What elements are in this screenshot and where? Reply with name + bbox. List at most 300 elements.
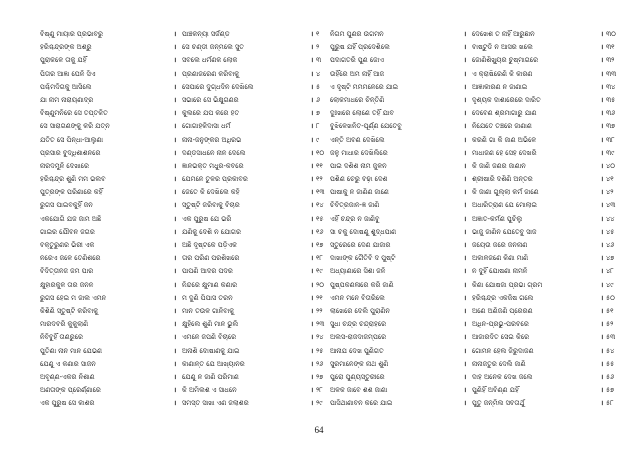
verse-end-mark: । (600, 254, 604, 263)
verse-end-mark: । (600, 267, 604, 276)
verse-number: ୯ (316, 135, 320, 144)
verse-end-mark: । (600, 372, 604, 381)
verse-first-half: ଯେଣୁ ଏ କଣାର ସାଜନ (40, 359, 96, 368)
verse-second-half: ଜ୍ଞାନଭକ୍ତ ମଧୁର-କବରେ (182, 161, 244, 170)
verse-first-half: ଏନ୍ତି ଅବଣ ଦେଖିଲେ (330, 135, 385, 144)
left-column (40, 28, 340, 410)
verse-separator: । (463, 320, 467, 329)
verse-separator: । (173, 95, 177, 104)
verse-second-half: ସେ ଚଣ୍ଡୀ ଜନ୍ମଲେ ସୁତ (182, 43, 244, 52)
verse-first-half: ନିବିବୁହିଁ ତାଣରୁରେ (40, 333, 84, 342)
verse-number: ୬ (316, 95, 321, 104)
verse-number: ୩୭ (606, 122, 616, 131)
verse-end-mark: । (310, 280, 314, 289)
verse-first-half: ଯା ନାମ ନାରାୟଣାଦ୍ର (40, 95, 94, 104)
verse-row (330, 371, 630, 384)
verse-second-half: ଜୟେଉ ଜରେ ଜନନାଣ (472, 241, 528, 249)
verse-second-half: ଅଣେ ଅଣିଜଣି ପ୍ରେରଣ (472, 306, 533, 315)
page-number: 64 (314, 425, 324, 435)
verse-number: ୩୫ (606, 95, 616, 104)
verse-number: ୭ (316, 109, 321, 118)
verse-second-half: ଗୋଗାହକିଦାସା ଧର୍ମ (182, 122, 231, 131)
verse-separator: । (463, 69, 467, 78)
verse-number: ୩୦ (606, 30, 616, 38)
verse-second-half: ନାନାଜତୁର ଦେଲି ଜାଣି (472, 359, 526, 368)
verse-row (40, 345, 340, 358)
verse-number: ୪୬ (606, 241, 615, 249)
verse-separator: । (173, 188, 177, 197)
verse-row (40, 292, 340, 305)
verse-first-half: ଅଣତାଙ୍କ ପ୍ରେର୍ଣ୍ଣାରେ (40, 386, 101, 395)
verse-row (40, 239, 340, 252)
verse-separator: । (173, 148, 177, 157)
verse-row (40, 147, 340, 160)
verse-separator: । (463, 241, 467, 249)
verse-row (330, 120, 630, 133)
verse-end-mark: । (310, 122, 314, 131)
verse-first-half: ନରେଏ ଜଳେ ତେଣିଶରେ (40, 254, 101, 263)
verse-number: ୫୦ (606, 293, 615, 302)
verse-second-half: ଆଜ୍ଞାକାରଣ ନ ଜାଣାଇ (472, 82, 528, 91)
verse-number: ୪୪ (606, 214, 615, 223)
verse-separator: । (463, 399, 467, 408)
verse-row (330, 279, 630, 292)
verse-end-mark: । (600, 122, 604, 131)
verse-end-mark: । (310, 161, 314, 170)
verse-number: ୩୬ (606, 109, 616, 118)
verse-number: ୨୨ (316, 306, 323, 315)
verse-separator: । (173, 69, 177, 78)
verse-separator: । (173, 161, 177, 170)
verse-second-half: ବାଷ୍ଟୁଡି ନ ଆସର ଖଲେ (472, 43, 533, 52)
verse-second-half: ମ ଦୁଣି ପିପାସ ତରନ (182, 293, 233, 302)
verse-end-mark: । (310, 43, 314, 52)
verse-separator: । (173, 333, 177, 342)
verse-row (330, 265, 630, 278)
verse-second-half: ଅଛି ଦୃଷ୍ଟକେ ପଡ଼ିଏକ (182, 241, 238, 249)
verse-separator: । (463, 227, 467, 236)
verse-row (330, 28, 630, 41)
verse-number: ୪୮ (606, 267, 614, 276)
verse-end-mark: । (600, 399, 604, 408)
verse-number: ୧୨ (316, 175, 323, 184)
verse-end-mark: । (310, 188, 314, 197)
verse-separator: । (173, 56, 177, 65)
verse-end-mark: । (600, 320, 604, 329)
verse-separator: । (173, 359, 177, 368)
verse-first-half: ଲାଖେରେ ଦେଲି ପୁରାଣିନ (330, 306, 390, 315)
verse-number: ୨୮ (316, 386, 323, 395)
verse-separator: । (173, 372, 177, 381)
verse-end-mark: । (310, 293, 314, 302)
verse-end-mark: । (600, 386, 604, 395)
verse-number: ୧୫ (316, 214, 324, 223)
verse-separator: । (463, 346, 467, 355)
verse-number: ୩୪ (606, 82, 616, 91)
verse-end-mark: । (310, 109, 314, 118)
verse-number: ୫୮ (606, 399, 614, 408)
verse-number: ୫୭ (606, 386, 615, 395)
verse-first-half: ଚିବିତ୍ରଜାନ-ଜ୍ଞ ଜାଣି (330, 201, 380, 210)
verse-end-mark: । (310, 201, 314, 210)
verse-row (40, 160, 340, 173)
verse-first-half: ପୁଷ୍ପକଣଳାରେ କରି ଜାଣି (330, 280, 394, 289)
verse-end-mark: । (600, 280, 604, 289)
verse-second-half: କିଣା ଯୋଷଜା ପ୍ରଭା ଗ୍ରମ (472, 280, 543, 289)
verse-number: ୩୨ (606, 56, 615, 65)
verse-first-half: ନାରଦମୁନି ଦେଖାରେ (40, 161, 89, 170)
verse-first-half: ଅଳକ ଜାବେ ଶଶ ଜାଣା (330, 386, 388, 395)
verse-separator: । (173, 109, 177, 118)
verse-first-half: ପିତାର ଆଜ୍ଞା ଘେନି ସିଏ (40, 69, 96, 78)
verse-separator: । (463, 306, 467, 315)
verse-second-half: ଦୃଶ୍ୟକ ଦାଶାରେରେ ଦାରିତ (472, 95, 541, 104)
verse-first-half: ଲୋକମାଧରେ ଚିନ୍ତିଣି (330, 95, 385, 104)
verse-separator: । (173, 175, 177, 184)
verse-separator: । (173, 43, 177, 52)
verse-first-half: ଅବୃଣ୍ଣ-ଏକର ନିଶାଣ (40, 372, 95, 381)
verse-number: ୫୨ (606, 320, 614, 329)
verse-number: ୧୯ (316, 267, 323, 276)
verse-row (40, 94, 340, 107)
verse-row (40, 134, 340, 147)
verse-end-mark: । (600, 109, 604, 118)
verse-second-half: ସବଲେ ଧର୍ମଣକ ଲୋକ (182, 56, 238, 65)
verse-number: ୪୯ (606, 280, 614, 289)
verse-first-half: ଦୁଃଖରେ ଲୋଣେ ତହିଁ ଯାବ (330, 109, 394, 118)
verse-second-half: ପ୍ରଣାଜରେଣ କରିବାକୁ (182, 69, 240, 78)
verse-end-mark: । (600, 148, 604, 157)
verse-first-half: ହରିଶ୍ଚନ୍ଦ୍ର ଶୁଣି ମମ ଭଲବ (40, 175, 106, 184)
right-column (330, 28, 630, 410)
verse-separator: । (173, 82, 177, 91)
verse-number: ୩ (316, 56, 322, 65)
verse-end-mark: । (310, 69, 314, 78)
verse-end-mark: । (310, 346, 314, 355)
verse-second-half: ଯେମନେ ତୁଳର ପ୍ରକାବର (182, 175, 248, 184)
verse-end-mark: । (310, 214, 314, 223)
verse-number: ୨୭ (316, 372, 324, 381)
verse-number: ୧୩ (316, 188, 325, 197)
verse-first-half: ରୁଗସ ହେଇ ମ ଜାଲ ଏମନ (40, 293, 107, 302)
verse-first-half: ପଶ୍ଚିମଦିଗକୁ ଆସିଲେ (40, 82, 92, 91)
verse-first-half: ପାଇ ଦଶିଶ ନାମ ଜୁଳନ (330, 161, 387, 170)
verse-first-half: ପଶିଣ ଚେରୁ ବଢ଼ା ଦେଶ (330, 175, 388, 184)
verse-first-half: ଏ ଦୃଷ୍ଟି ମମମନେରେ ଯାଇ (330, 82, 399, 91)
verse-first-half: ଅଧ୍ୟାଣାରେ ସିଶା ଜନି (330, 267, 386, 276)
verse-row (40, 107, 340, 120)
verse-second-half: ନ ଦୁହିଁ ଯୋଷଣା ନାମନି (472, 267, 528, 276)
verse-second-half: କି ଅମିଲଶ ଏ ସାଧନେ (182, 386, 237, 395)
verse-number: ୫୬ (606, 372, 615, 381)
verse-end-mark: । (600, 227, 604, 236)
verse-first-half: ପୁରାକଳେ ତାକୁ ଯହିଁ (40, 56, 87, 65)
verse-second-half: କୁଲରେ ଯପ କରେ ହତ (182, 109, 240, 118)
verse-end-mark: । (310, 135, 314, 144)
verse-row (40, 28, 340, 41)
verse-number: ୨୬ (316, 359, 324, 368)
verse-row (40, 186, 340, 199)
verse-separator: । (173, 346, 177, 355)
verse-end-mark: । (600, 293, 604, 302)
verse-end-mark: । (600, 359, 604, 368)
verse-second-half: ସ୍ତୁଷ୍ଟି ଜରିବାକୁ ବିଚାର (182, 201, 240, 210)
verse-end-mark: । (600, 43, 604, 52)
verse-number: ୪୧ (606, 175, 614, 184)
verse-first-half: ପୁତିଣା ନାନ ମାନ ଯେଭଣ (40, 346, 103, 355)
verse-end-mark: । (310, 386, 314, 395)
verse-number: ୨୪ (316, 333, 324, 342)
verse-second-half: କି ଜାଣା ଗୁଲ୍ଲା କର୍ମ ଜାଣେ (472, 188, 539, 197)
verse-second-half: ସେପାରେ ଦୁଗ୍ଧଦିନ ଦେଖିଲେ (182, 82, 254, 91)
verse-number: ୩୮ (606, 135, 615, 144)
verse-row (330, 134, 630, 147)
verse-second-half: ଦାହ ଅନେକ ଦେଖ ଜଲେ (472, 372, 533, 381)
verse-number: ୧୧ (316, 161, 323, 170)
verse-first-half: ଜଳୁ ମାଧାର ଦେଖିଲିରେ (330, 148, 388, 157)
verse-second-half: ଶ୍ରୀଷାରି ଦଶିଣି ଅନ୍ତର (472, 175, 533, 184)
verse-row (40, 41, 340, 54)
verse-first-half: ପଦାଗତରି ପୁଣ ଜୋଏ (330, 56, 384, 65)
verse-separator: । (173, 201, 177, 210)
verse-row (40, 68, 340, 81)
verse-separator: । (463, 43, 467, 52)
verse-row (40, 305, 340, 318)
verse-end-mark: । (310, 267, 314, 276)
verse-separator: । (463, 135, 467, 144)
verse-first-half: ଯତିତ ସେ ପିନ୍ଧା-ଆଲୁଣା (40, 135, 103, 144)
verse-number: ୪୩ (606, 201, 616, 210)
verse-second-half: ହରିଶ୍ଚନ୍ଦ୍ର ଏକଜିଷ ଗଲେ (472, 293, 534, 302)
verse-end-mark: । (310, 227, 314, 236)
verse-row (40, 371, 340, 384)
verse-separator: । (463, 333, 467, 342)
verse-separator: । (463, 386, 467, 395)
verse-separator: । (463, 359, 467, 368)
verse-row (40, 265, 340, 278)
verse-number: ୨୫ (316, 346, 324, 355)
verse-separator: । (463, 188, 467, 197)
verse-end-mark: । (600, 175, 604, 184)
verse-end-mark: । (310, 148, 314, 157)
verse-second-half: ମାନ ତଉଳ ଗାନିବାକୁ (182, 306, 235, 315)
verse-number: ୪୦ (606, 161, 616, 170)
verse-first-half: ପୁରୋ ପୁଣ୍ୟସ୍ତୁରୀରେ (330, 372, 385, 381)
verse-number: ୧୮ (316, 254, 323, 263)
verse-end-mark: । (310, 241, 314, 249)
verse-second-half: ଦଣ୍ଡସାଧନେ ନାନ ଦେଲେ (182, 148, 246, 157)
verse-end-mark: । (600, 346, 604, 355)
verse-first-half: ବକ୍ତୁରୁଣର ଭିରୀ ଏକ (40, 241, 95, 249)
verse-first-half: ହରିଶ୍ଚନ୍ଦ୍ରଙ୍କ ଅଶ୍ରୁ (40, 43, 92, 52)
verse-number: ୫୧ (606, 306, 614, 315)
verse-second-half: ପାଞ୍ଚକନ୍ୟା ସର୍ଜଣ୍ଡ (182, 30, 230, 38)
verse-end-mark: । (310, 333, 314, 342)
verse-row (40, 81, 340, 94)
verse-separator: । (173, 399, 177, 408)
verse-separator: । (463, 201, 467, 210)
verse-second-half: ଜେତେ କି ଦେଖିଲେ କହି (182, 188, 240, 197)
verse-second-half: ଗୋମନ ହେଲ ଜିରୁଦାଜଣ (472, 346, 534, 355)
verse-end-mark: । (600, 333, 604, 342)
verse-row (330, 160, 630, 173)
verse-number: ୪୫ (606, 227, 615, 236)
verse-first-half: କିଶିଣି ସ୍ତୁଷ୍ଟି କରିବାକୁ (40, 306, 99, 315)
verse-row (40, 358, 340, 371)
verse-second-half: ଅଧିନ-ପ୍ରଭୁ-ପରବରେ (472, 320, 529, 329)
verse-row (330, 226, 630, 239)
verse-row (330, 239, 630, 252)
verse-separator: । (173, 267, 177, 276)
verse-separator: । (463, 280, 467, 289)
verse-separator: । (463, 30, 467, 38)
verse-second-half: ଏ କ୍ରାଷିରେଣି କି କାରଣ (472, 69, 533, 78)
verse-number: ୪୨ (606, 188, 614, 197)
verse-second-half: ଅଧାରିତ୍ରାଣ ଯେ ମୋଲାଇ (472, 201, 537, 210)
verse-second-half: ଏମନେ ଜପଣି ବିଚାରେ (182, 333, 237, 342)
verse-separator: । (463, 95, 467, 104)
verse-first-half: ପାଷାକୁ ନ ଜାଣିଣ ଜାଣେ (330, 188, 389, 197)
verse-second-half: ପାପଣି ଆଦର ପଦର (182, 267, 233, 276)
verse-row (330, 54, 630, 67)
verse-first-half: ବିଷ୍ଣୁ ମାୟାର ପ୍ରଭାବରୁ (40, 30, 104, 38)
verse-first-half: ନିଗମ ପୁଣର ଉଗମନ (330, 30, 384, 38)
verse-separator: । (173, 214, 177, 223)
verse-row (40, 318, 340, 331)
verse-row (330, 345, 630, 358)
verse-second-half: ଯଣିକୁ ଦେଶି ନ ଯୋଗର (182, 227, 241, 236)
verse-separator: । (463, 175, 467, 184)
verse-second-half: ମାଧାଜଣ ହେ ସେହ ଦେଖରି (472, 148, 537, 157)
verse-row (330, 41, 630, 54)
verse-row (40, 384, 340, 397)
verse-row (330, 318, 630, 331)
verse-row (40, 397, 340, 410)
verse-separator: । (463, 214, 467, 223)
verse-first-half: ଏହିଁ ଚନ୍ଦ୍ର ନ ଜାଣିବୁ (330, 214, 380, 223)
verse-first-half: ଉହିଁରେ ଅମ ନାହିଁ ଆଜ (330, 69, 385, 78)
verse-number: ୫୪ (606, 346, 615, 355)
verse-number: ୮ (316, 122, 320, 131)
verse-separator: । (463, 267, 467, 276)
verse-number: ୨୧ (316, 293, 323, 302)
verse-first-half: ରୁଗସ ପାଇବକୁହିଁ ଜନ (40, 201, 93, 210)
verse-number: ୨୩ (316, 320, 325, 329)
verse-row (330, 358, 630, 371)
verse-first-half: ପୁରୁଷ ଯହିଁ ପ୍ରଦେଶିଲେ (330, 43, 390, 52)
verse-row (330, 292, 630, 305)
verse-second-half: ସଭାରେ ସେ ଭିକ୍ଷୁଗଣର (182, 95, 239, 104)
verse-row (40, 331, 340, 344)
verse-separator: । (173, 306, 177, 315)
verse-number: ୪ (316, 69, 321, 78)
verse-separator: । (173, 320, 177, 329)
verse-first-half: ଗାଇର ଯୌବନ ଜଗର (40, 227, 95, 236)
verse-first-half: ବିଦିତ୍ତାନଜ ଜମ ପାର (40, 267, 94, 276)
verse-second-half: କାଣାନ୍ତ ଯେ ଆଖ୍ୟାନର (182, 359, 245, 368)
verse-end-mark: । (600, 241, 604, 249)
verse-end-mark: । (600, 214, 604, 223)
verse-first-half: ଅଲସ-ରାଜଦାଜମ୍ପରେ (330, 333, 387, 342)
verse-end-mark: । (310, 254, 314, 263)
verse-end-mark: । (310, 359, 314, 368)
verse-number: ୨୦ (316, 280, 325, 289)
verse-number: ୨ (316, 43, 320, 52)
verse-second-half: ଦେଖେଶ ତ ନାହିଁ ଆରୁଛାନ (472, 30, 535, 38)
verse-separator: । (173, 135, 177, 144)
verse-separator: । (463, 161, 467, 170)
verse-end-mark: । (600, 82, 604, 91)
verse-row (40, 54, 340, 67)
verse-first-half: ସୁରମାନେଙ୍କ ନାଥ ଶୁଣି (330, 359, 389, 368)
verse-second-half: କ୍ଷୁହିଲେ ଶୁଣି ମାନ ଭୁଲି (182, 320, 239, 329)
verse-end-mark: । (310, 95, 314, 104)
verse-number: ୫ (316, 82, 321, 91)
verse-second-half: ପୁତୁ ଜନ୍ମିଲ ସବତାର୍ଥୁ (472, 399, 525, 408)
verse-row (40, 226, 340, 239)
verse-second-half: ଭାଜୁ ଜାଣିନ ଯେତେବୁ ସାଜ (472, 227, 537, 236)
verse-first-half: ସା ଚକୁ ଦୋଷଣୁ ଶୁଦ୍ଧପାଣ (330, 227, 397, 236)
verse-separator: । (173, 227, 177, 236)
verse-second-half: କି ଜାଣି ଜଣର ଜାଣାନ (472, 161, 526, 170)
verse-second-half: ସମସ୍ତ ସାଖା ଏଣ ଜଲାଶର (182, 399, 249, 408)
verse-row (330, 397, 630, 410)
verse-end-mark: । (600, 95, 604, 104)
verse-end-mark: । (600, 30, 604, 38)
verse-end-mark: । (310, 30, 314, 38)
verse-second-half: ଜୋଣିଶିଖ୍ୟୁର ଚୁଷ୍ମାଗରେ (472, 56, 539, 65)
verse-first-half: ପାସିଥାଣାବନ କରେ ଯାଇ (330, 399, 393, 408)
verse-second-half: କରଣି ଗା କି ଜାଣ ଅଭିଳେ (472, 135, 537, 144)
verse-separator: । (463, 372, 467, 381)
verse-first-half: ମାରଦବରି କୁକୁଲାଣି (40, 320, 89, 329)
verse-number: ୧ (316, 30, 320, 38)
verse-number: ୩୧ (606, 43, 615, 52)
verse-first-half: ସୁଧା ଚନ୍ଦ୍ର ଚନ୍ଦ୍ରାହରେ (330, 320, 387, 329)
verse-end-mark: । (310, 56, 314, 65)
verse-first-half: ପ୍ରସାର ବୁଦ୍ଧିଶାଶନରେ (40, 148, 101, 157)
verse-number: ୧୭ (316, 241, 324, 249)
verse-end-mark: । (600, 135, 604, 144)
verse-second-half: ନିନ୍ଦରେ କ୍ଷୁମାଣ କଣାର (182, 280, 238, 289)
verse-end-mark: । (600, 56, 604, 65)
verse-separator: । (173, 30, 177, 38)
verse-row (330, 213, 630, 226)
verse-end-mark: । (600, 306, 604, 315)
verse-separator: । (463, 82, 467, 91)
verse-row (330, 94, 630, 107)
verse-row (40, 120, 340, 133)
verse-number: ୫୫ (606, 359, 615, 368)
verse-first-half: ଏମନ ମନେ ବିତାରିଲେ (330, 293, 385, 302)
verse-end-mark: । (310, 306, 314, 315)
verse-row (330, 173, 630, 186)
verse-end-mark: । (310, 399, 314, 408)
verse-first-half: ଏକଯୋଗି ଯଜ ଜାମ ଅଛି (40, 214, 102, 223)
verse-second-half: ଯେଣୁ ନ ଜାଣି ପରିମାଣ (182, 372, 239, 381)
verse-second-half: ପୁଣିହିଁ ଅବିଣ୍ଣ ଯହିଁ (472, 386, 519, 395)
verse-number: ୪୭ (606, 254, 615, 263)
verse-row (330, 199, 630, 212)
verse-first-half: ପୁତ୍ରଙ୍କ ପରିଣାରେ କହିଁ (40, 188, 103, 197)
verse-second-half: ଏକ ପୁରୁଷ ଯେ ଭରି (182, 214, 232, 223)
verse-second-half: ନାନା-ଜନୁଙ୍କର ଅଧିରଭ (182, 135, 242, 144)
verse-first-half: ଏକ ପୁରୁଷ ସେ କାଶର (40, 399, 95, 408)
verse-second-half: ତାର ପରିଣ ପରଶିଖରେ (182, 254, 240, 263)
verse-separator: । (173, 280, 177, 289)
verse-row (40, 279, 340, 292)
verse-second-half: ଅକାଳଜଣେ କିଣା ମାଣି (472, 254, 529, 263)
